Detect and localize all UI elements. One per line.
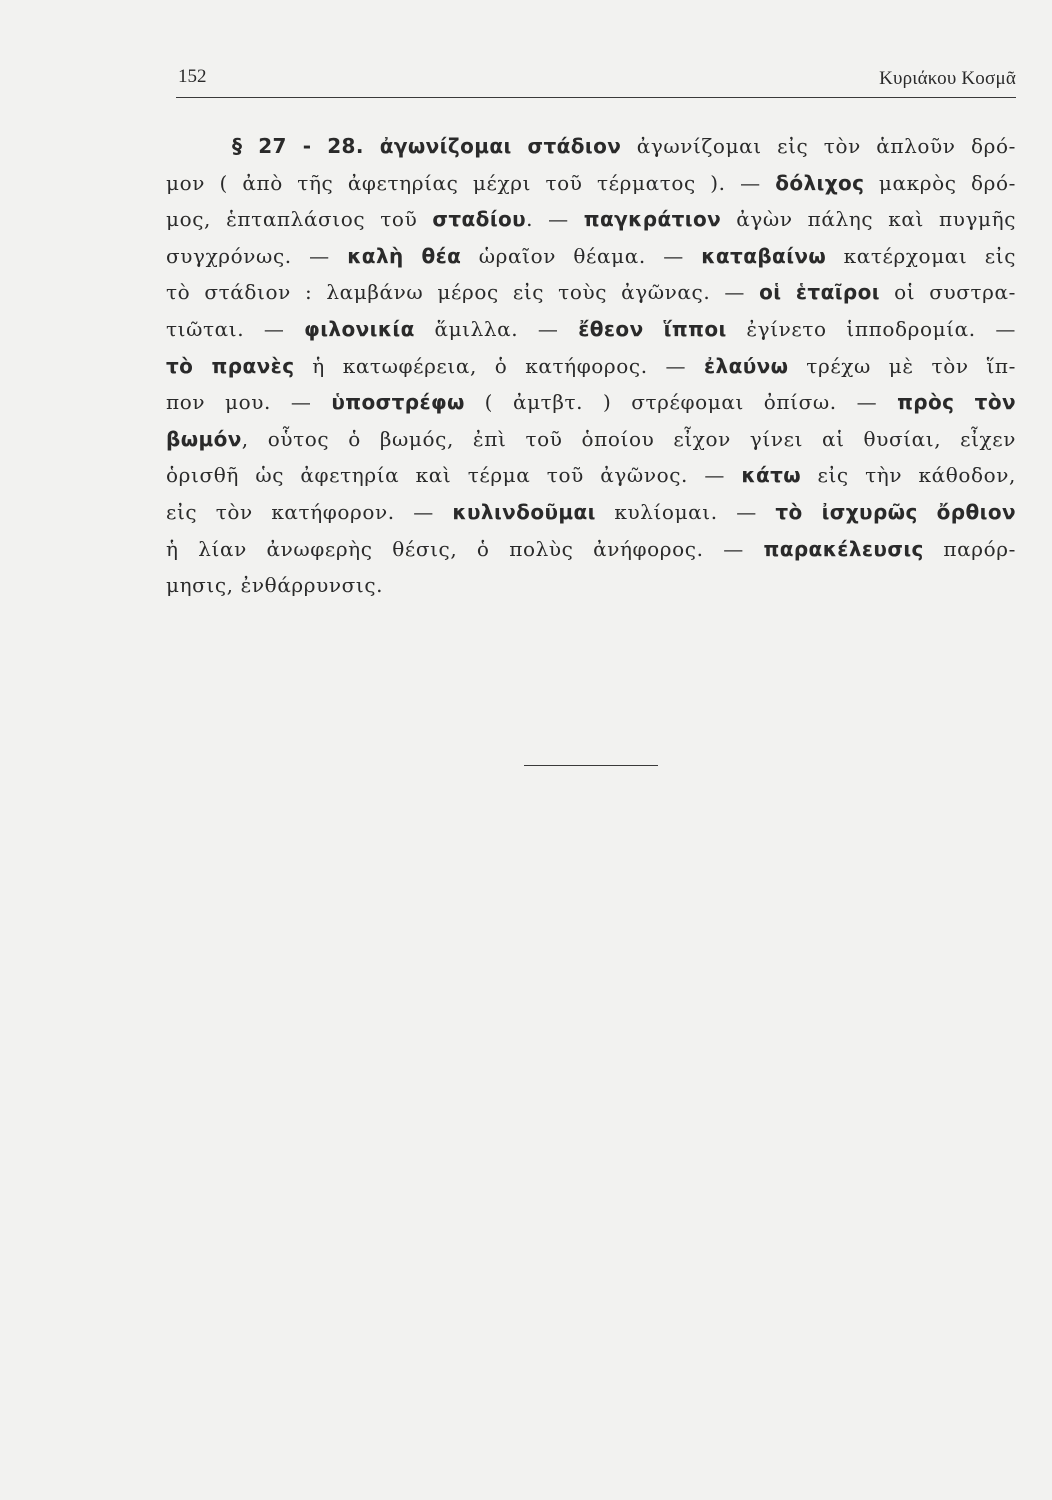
gloss-text: μησις, ἐνθάρρυνσις.: [166, 573, 384, 598]
gloss-text: μον ( ἀπὸ τῆς ἀφετηρίας μέχρι τοῦ τέρματος ). —: [166, 170, 776, 195]
gloss-text: ὡραῖον θέαμα. —: [461, 243, 702, 268]
gloss-text: ἀγὼν πάλης καὶ πυγμῆς: [721, 207, 1016, 232]
gloss-text: ἅμιλλα. —: [414, 316, 579, 341]
headword: τὸ ἰσχυρῶς ὄρθιον: [775, 499, 1016, 524]
text-line: [166, 201, 1016, 238]
text-line: [166, 165, 1016, 202]
headword: σταδίου: [432, 207, 527, 232]
gloss-text: κυλίομαι. —: [595, 499, 776, 524]
text-line: [166, 128, 1016, 165]
headword: κάτω: [741, 463, 802, 488]
headword: ἐλαύνω: [704, 353, 789, 378]
headword: δόλιχος: [775, 170, 865, 195]
gloss-text: ἐγίνετο ἱπποδρομία. —: [726, 316, 1017, 341]
text-line: [166, 274, 1016, 311]
text-line: [166, 311, 1016, 348]
gloss-text: ὁρισθῆ ὡς ἀφετηρία καὶ τέρμα τοῦ ἀγῶνος. —: [166, 463, 742, 488]
gloss-text: , οὗτος ὁ βωμός, ἐπὶ τοῦ ὁποίου εἶχον γίνει αἱ θυσίαι, εἶχεν: [241, 426, 1016, 451]
running-head: Κυριάκου Κοσμᾶ: [879, 68, 1016, 89]
text-line: [166, 457, 1016, 494]
gloss-text: τιῶται. —: [166, 316, 305, 341]
headword: § 27 - 28.: [232, 134, 380, 158]
text-line: [166, 494, 1016, 531]
gloss-text: μος, ἑπταπλάσιος τοῦ: [166, 207, 433, 232]
text-line: [166, 384, 1016, 421]
gloss-text: τὸ στάδιον : λαμβάνω μέρος εἰς τοὺς ἀγῶνας. —: [166, 280, 760, 305]
gloss-text: κατέρχομαι εἰς: [826, 243, 1016, 268]
text-line: [166, 238, 1016, 275]
headword: φιλονικία: [304, 316, 415, 341]
headword: καταβαίνω: [701, 243, 827, 268]
headword: ἀγωνίζομαι στάδιον: [379, 134, 622, 158]
gloss-text: εἰς τὸν κατήφορον. —: [166, 499, 453, 524]
headword: οἱ ἑταῖροι: [759, 280, 880, 305]
headword: κυλινδοῦμαι: [452, 499, 596, 524]
page-header: [176, 66, 1016, 96]
headword: τὸ πρανὲς: [166, 353, 295, 378]
headword: ἔθεον ἵπποι: [578, 316, 727, 341]
gloss-text: οἱ συστρα-: [879, 280, 1016, 305]
gloss-text: ἡ κατωφέρεια, ὁ κατήφορος. —: [294, 353, 704, 378]
headword: πρὸς τὸν: [897, 390, 1016, 415]
page-number: 152: [178, 66, 207, 87]
headword: παρακέλευσις: [763, 536, 924, 561]
gloss-text: . —: [526, 207, 584, 232]
glossary-text: [166, 128, 1016, 604]
text-line: [166, 421, 1016, 458]
gloss-text: ἡ λίαν ἀνωφερὴς θέσις, ὁ πολὺς ἀνήφορος. —: [166, 536, 764, 561]
gloss-text: συγχρόνως. —: [166, 243, 348, 268]
gloss-text: ( ἀμτβτ. ) στρέφομαι ὀπίσω. —: [464, 390, 898, 415]
gloss-text: μακρὸς δρό-: [864, 170, 1016, 195]
headword: βωμόν: [166, 426, 242, 451]
gloss-text: ἀγωνίζομαι εἰς τὸν ἁπλοῦν δρό-: [621, 134, 1016, 158]
text-line: [166, 531, 1016, 568]
headword: ὑποστρέφω: [331, 390, 465, 415]
gloss-text: εἰς τὴν κάθοδον,: [801, 463, 1016, 488]
gloss-text: παρόρ-: [923, 536, 1016, 561]
text-line: [166, 348, 1016, 385]
headword: παγκράτιον: [583, 207, 722, 232]
gloss-text: τρέχω μὲ τὸν ἵπ-: [788, 353, 1016, 378]
header-rule: [176, 97, 1016, 98]
end-rule: [524, 765, 658, 766]
text-line: [166, 567, 1016, 604]
headword: καλὴ θέα: [347, 243, 462, 268]
gloss-text: πον μου. —: [166, 390, 332, 415]
